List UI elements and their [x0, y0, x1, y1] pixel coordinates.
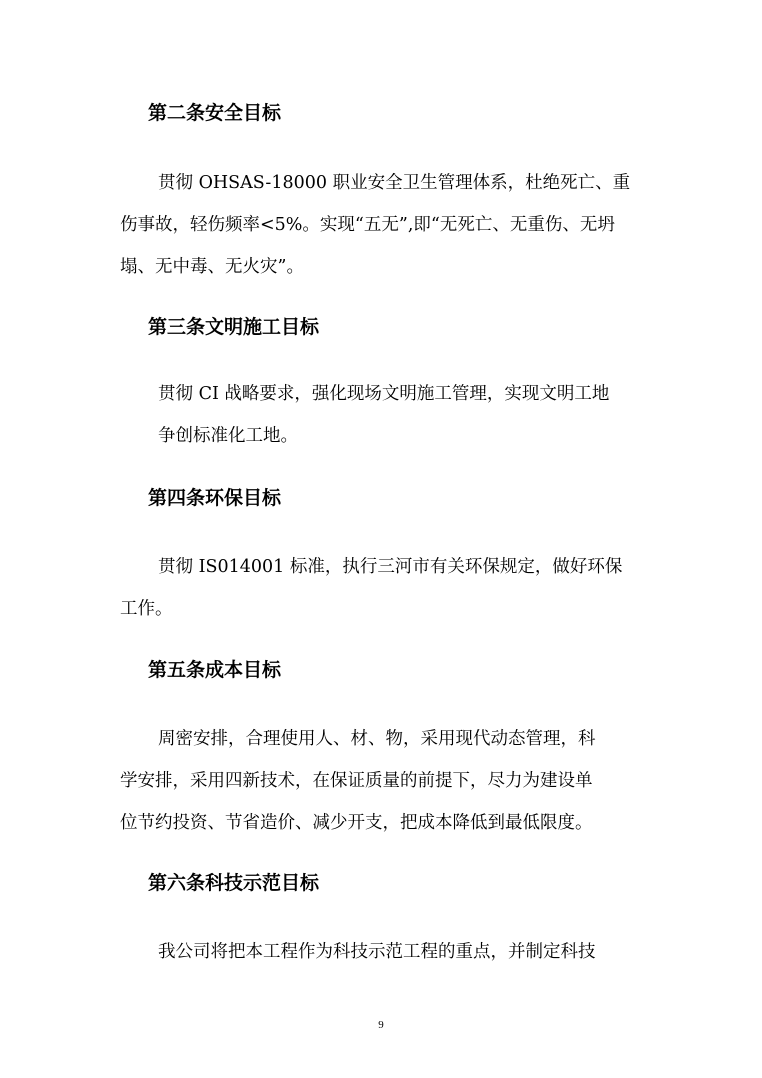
paragraph-line: 我公司将把本工程作为科技示范工程的重点，并制定科技: [158, 942, 596, 962]
paragraph-line: 工作。: [120, 599, 173, 619]
paragraph-line: 学安排，采用四新技术，在保证质量的前提下，尽力为建设单: [120, 771, 593, 791]
paragraph-line: 伤事故，轻伤频率<5%。实现“五无”,即“无死亡、无重伤、无坍: [120, 215, 615, 235]
section-heading-cost: 第五条成本目标: [148, 659, 282, 681]
section-heading-safety: 第二条安全目标: [148, 102, 282, 124]
paragraph-line: 贯彻 OHSAS-18000 职业安全卫生管理体系，杜绝死亡、重: [158, 173, 631, 193]
paragraph-line: 位节约投资、节省造价、减少开支，把成本降低到最低限度。: [120, 813, 593, 833]
paragraph-line: 贯彻 CI 战略要求，强化现场文明施工管理，实现文明工地: [158, 384, 610, 404]
page-number: 9: [378, 1019, 384, 1031]
section-heading-civilized-construction: 第三条文明施工目标: [148, 316, 320, 338]
paragraph-line: 贯彻 IS014001 标准，执行三河市有关环保规定，做好环保: [158, 557, 623, 577]
section-heading-environmental: 第四条环保目标: [148, 487, 282, 509]
section-heading-technology-demo: 第六条科技示范目标: [148, 872, 320, 894]
paragraph-line: 塌、无中毒、无火灾”。: [120, 257, 304, 277]
paragraph-line: 争创标准化工地。: [158, 426, 298, 446]
paragraph-line: 周密安排，合理使用人、材、物，采用现代动态管理，科: [158, 729, 596, 749]
